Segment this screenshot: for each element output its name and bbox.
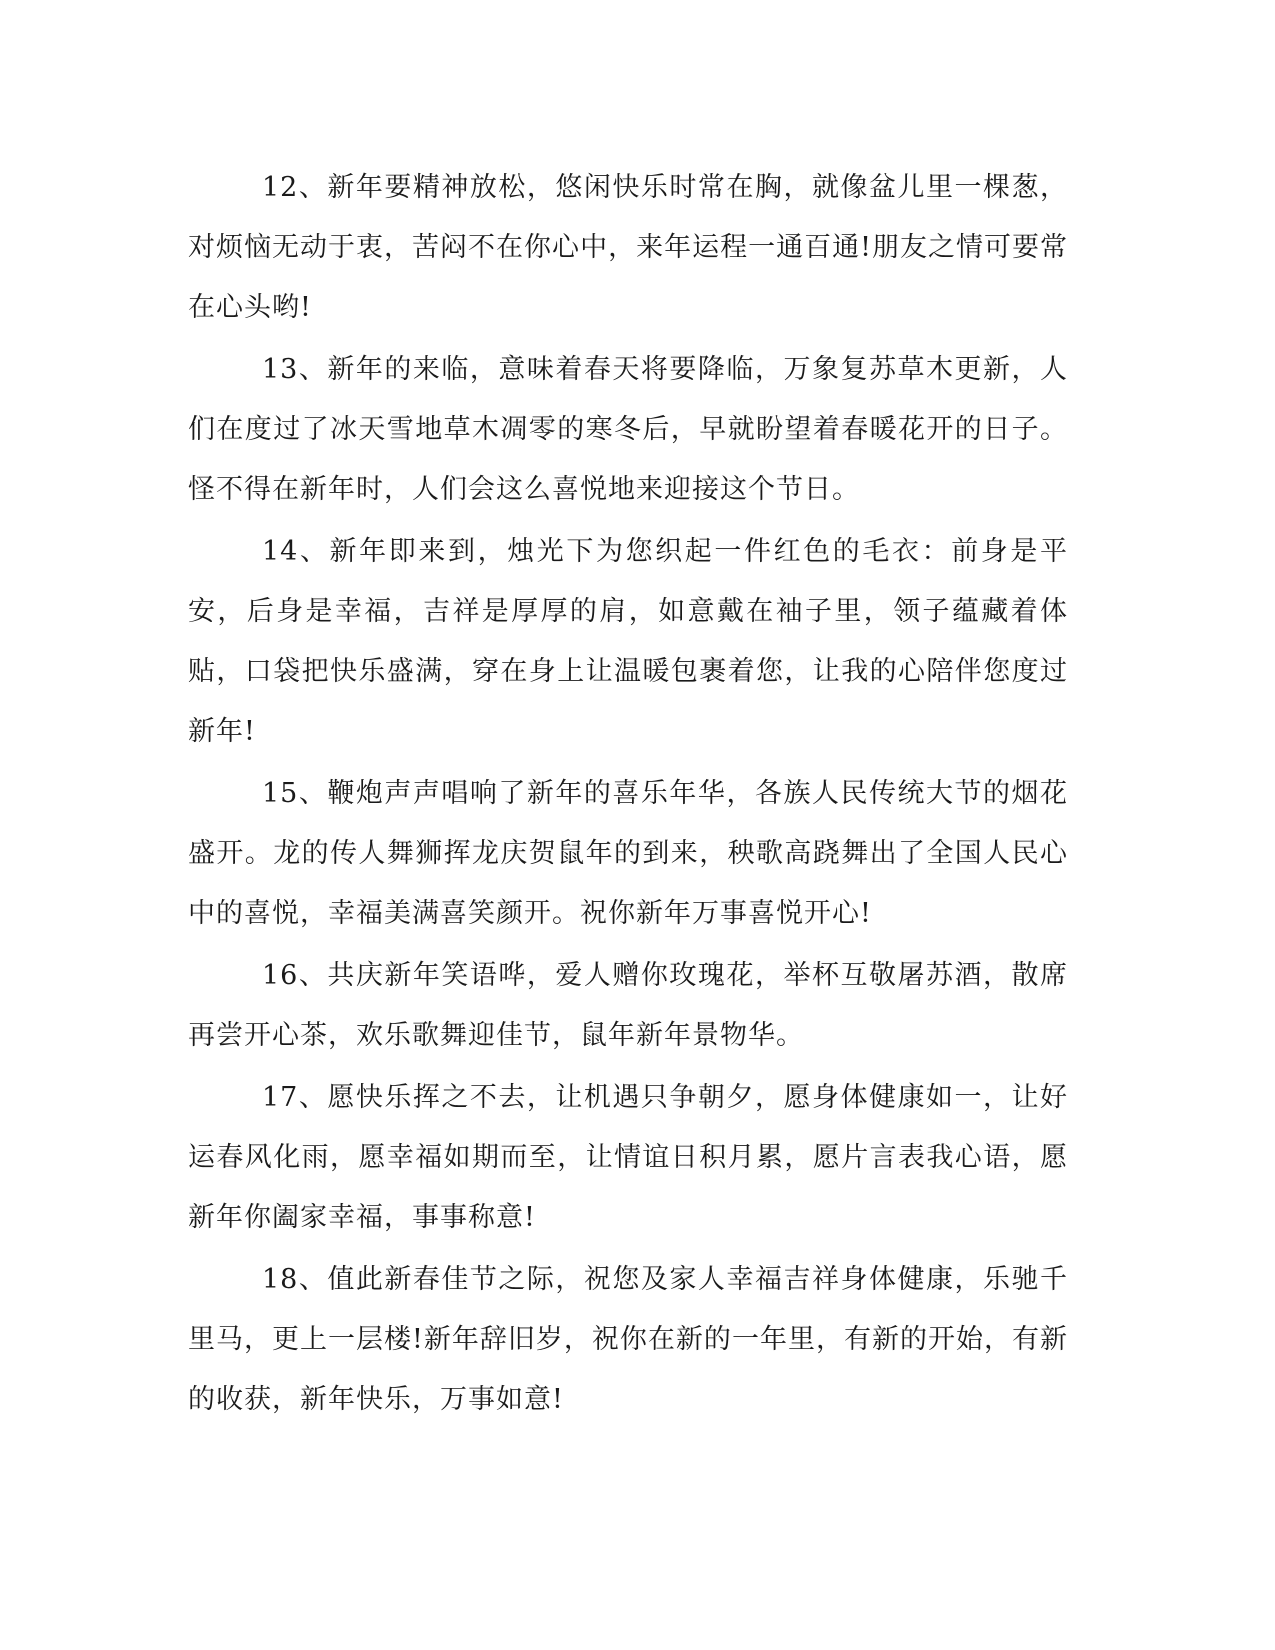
paragraph-16: 16、共庆新年笑语哗，爱人赠你玫瑰花，举杯互敬屠苏酒，散席再尝开心茶，欢乐歌舞迎佳节，鼠年新年景物华。 — [188, 960, 1068, 1051]
paragraph-13: 13、新年的来临，意味着春天将要降临，万象复苏草木更新，人们在度过了冰天雪地草木凋零的寒冬后，早就盼望着春暖花开的日子。怪不得在新年时，人们会这么喜悦地来迎接这个节日。 — [188, 354, 1068, 505]
paragraph-12: 12、新年要精神放松，悠闲快乐时常在胸，就像盆儿里一棵葱，对烦恼无动于衷，苦闷不在你心中，来年运程一通百通!朋友之情可要常在心头哟! — [188, 172, 1068, 323]
document-body — [188, 158, 1068, 1432]
paragraph-17: 17、愿快乐挥之不去，让机遇只争朝夕，愿身体健康如一，让好运春风化雨，愿幸福如期而至，让情谊日积月累，愿片言表我心语，愿新年你阖家幸福，事事称意! — [188, 1082, 1068, 1233]
paragraph-14: 14、新年即来到，烛光下为您织起一件红色的毛衣：前身是平安，后身是幸福，吉祥是厚厚的肩，如意戴在袖子里，领子蕴藏着体贴，口袋把快乐盛满，穿在身上让温暖包裹着您，让我的心陪伴您度过新年! — [188, 536, 1068, 747]
paragraph-15: 15、鞭炮声声唱响了新年的喜乐年华，各族人民传统大节的烟花盛开。龙的传人舞狮挥龙庆贺鼠年的到来，秧歌高跷舞出了全国人民心中的喜悦，幸福美满喜笑颜开。祝你新年万事喜悦开心! — [188, 778, 1068, 929]
paragraph-18: 18、值此新春佳节之际，祝您及家人幸福吉祥身体健康，乐驰千里马，更上一层楼!新年辞旧岁，祝你在新的一年里，有新的开始，有新的收获，新年快乐，万事如意! — [188, 1264, 1068, 1415]
